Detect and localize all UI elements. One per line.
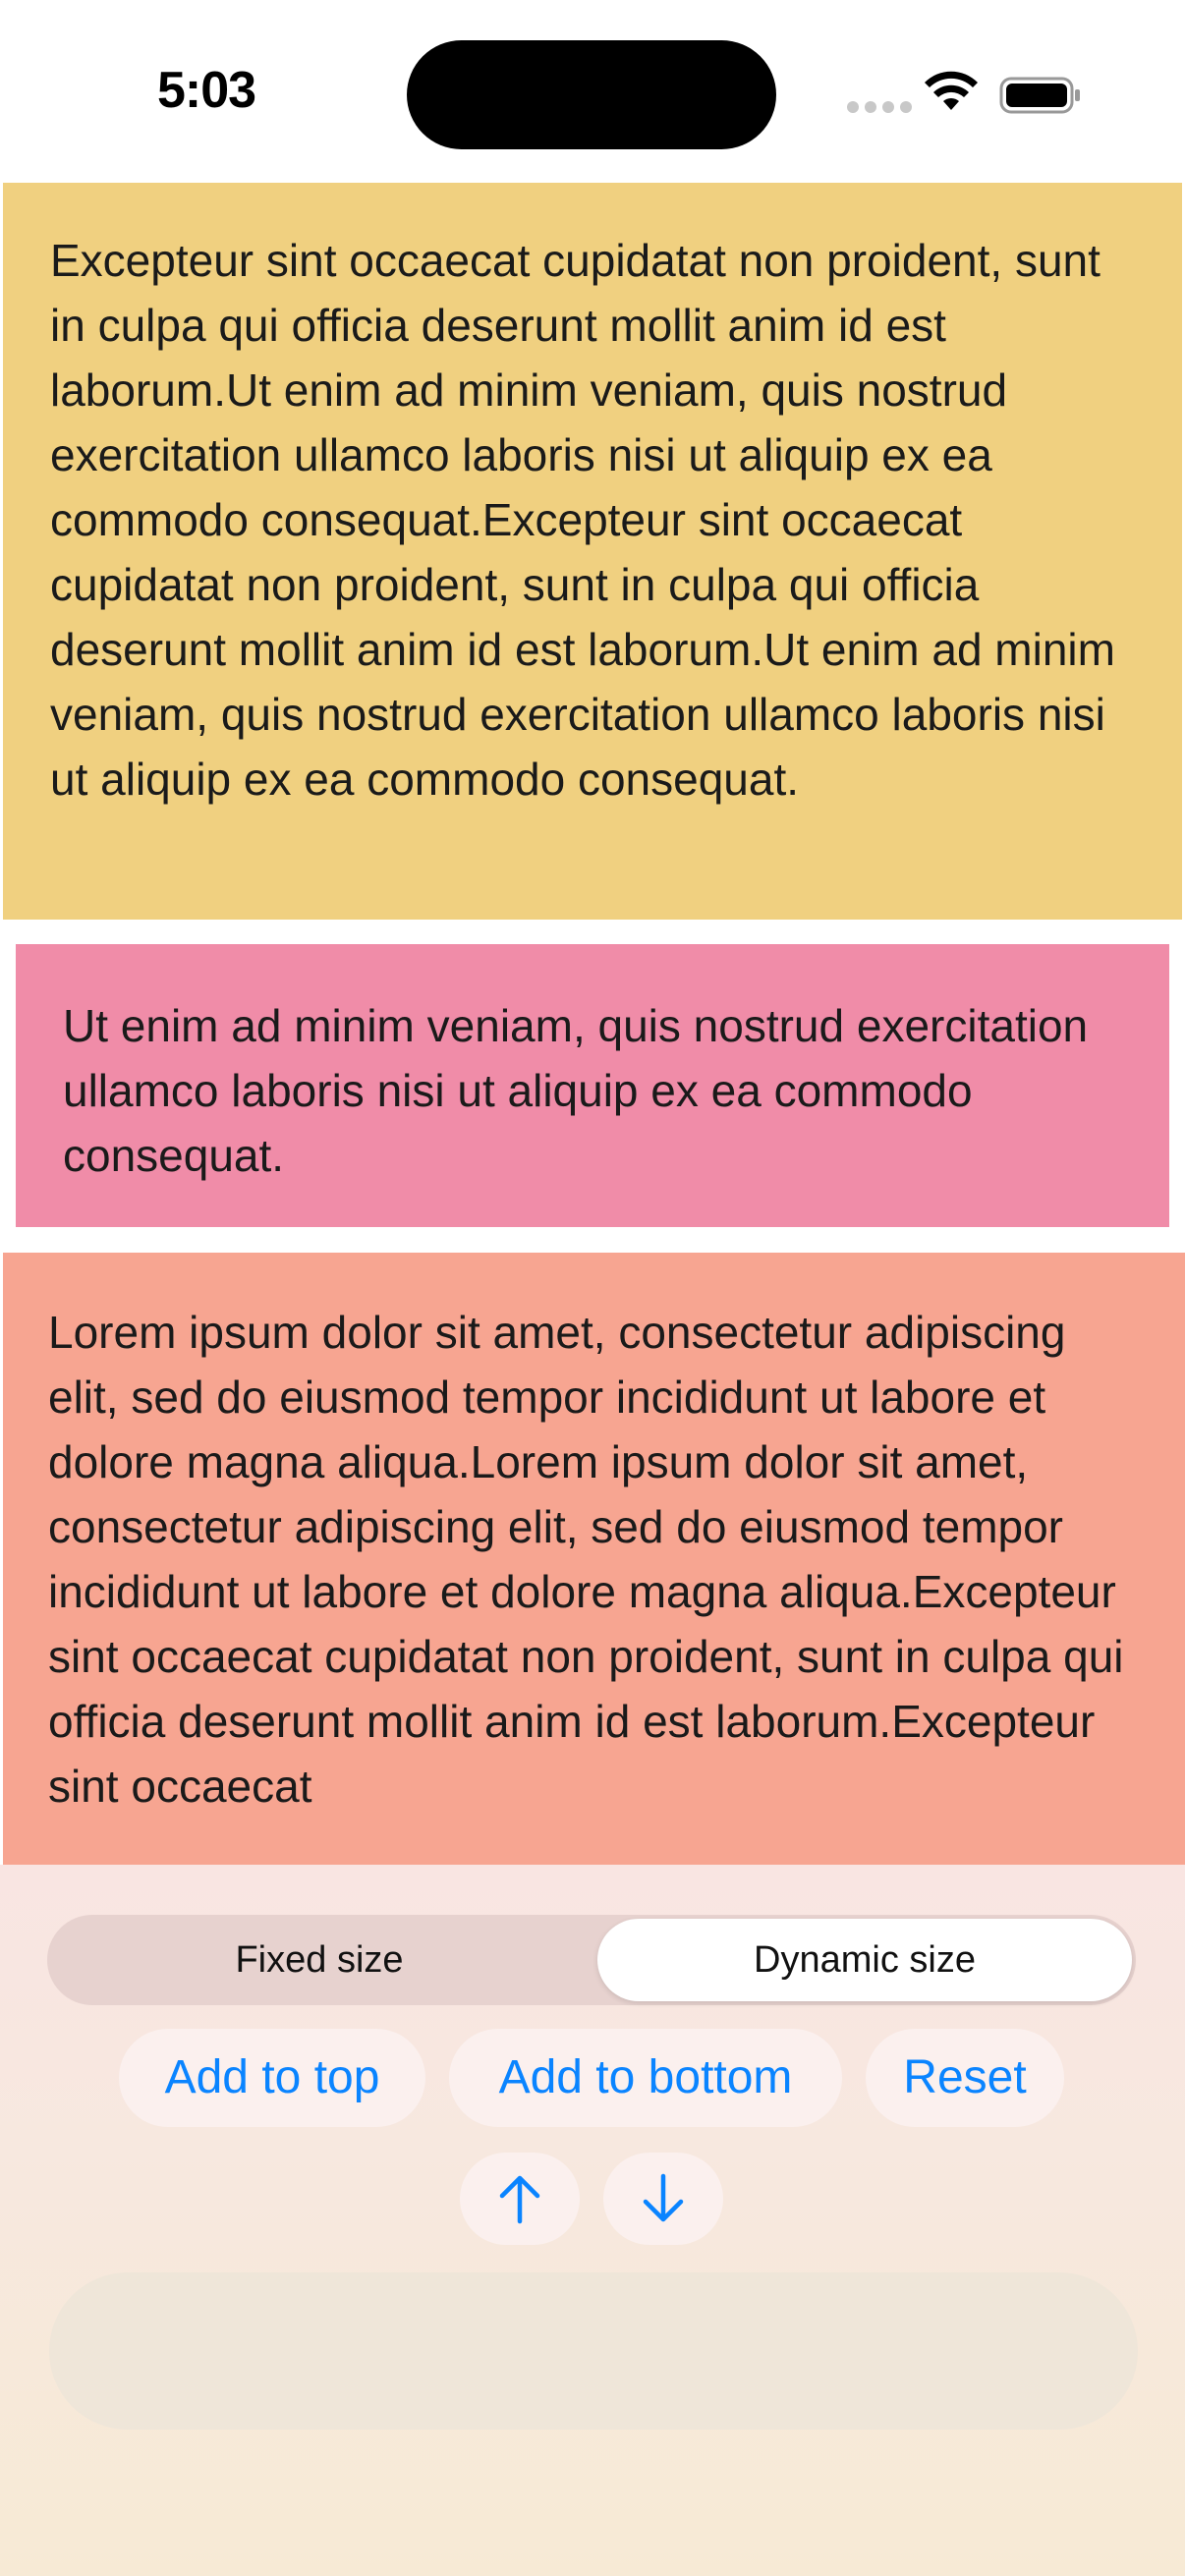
list-item xyxy=(16,944,1169,1227)
status-time: 5:03 xyxy=(157,62,256,119)
reset-button[interactable]: Reset xyxy=(866,2029,1064,2127)
control-panel xyxy=(0,1865,1185,2576)
list-item xyxy=(3,183,1182,920)
size-mode-segmented-control xyxy=(47,1915,1136,2005)
card-text: Lorem ipsum dolor sit amet, consectetur adipiscing elit, sed do eiusmod tempor incididunt ut labore et dolore magna aliqua.Lorem ipsum dolor sit amet, consectetur adipiscing elit, sed do eiusmod tempor incididunt ut labore et dolore magna aliqua.Excepteur sint occaecat cupidatat non proident, sunt in culpa qui officia deserunt mollit anim id est laborum.Excepteur sint occaecat xyxy=(48,1307,1124,1812)
arrow-down-icon xyxy=(641,2173,686,2224)
dynamic-island xyxy=(407,40,776,149)
scroll-up-button[interactable] xyxy=(460,2153,580,2245)
bottom-toolbar-area xyxy=(49,2272,1138,2430)
scroll-down-button[interactable] xyxy=(603,2153,723,2245)
card-text: Ut enim ad minim veniam, quis nostrud exercitation ullamco laboris nisi ut aliquip ex ea commodo consequat. xyxy=(63,1000,1089,1181)
card-text: Excepteur sint occaecat cupidatat non proident, sunt in culpa qui officia deserunt mollit anim id est laborum.Ut enim ad minim veniam, quis nostrud exercitation ullamco laboris nisi ut aliquip ex ea commodo consequat.Excepteur sint occaecat cupidatat non proident, sunt in culpa qui officia deserunt mollit anim id est laborum.Ut enim ad minim veniam, quis nostrud exercitation ullamco laboris nisi ut aliquip ex ea commodo consequat. xyxy=(50,235,1115,805)
add-to-bottom-button[interactable]: Add to bottom xyxy=(449,2029,842,2127)
list-item xyxy=(3,1253,1185,1940)
wifi-icon xyxy=(924,71,979,114)
arrow-up-icon xyxy=(497,2173,542,2224)
battery-icon xyxy=(999,75,1082,116)
cellular-signal-icon xyxy=(847,101,912,113)
status-bar xyxy=(0,0,1185,183)
segment-fixed-size[interactable]: Fixed size xyxy=(235,1939,404,1981)
add-to-top-button[interactable]: Add to top xyxy=(119,2029,425,2127)
segment-dynamic-size[interactable]: Dynamic size xyxy=(597,1919,1132,2001)
